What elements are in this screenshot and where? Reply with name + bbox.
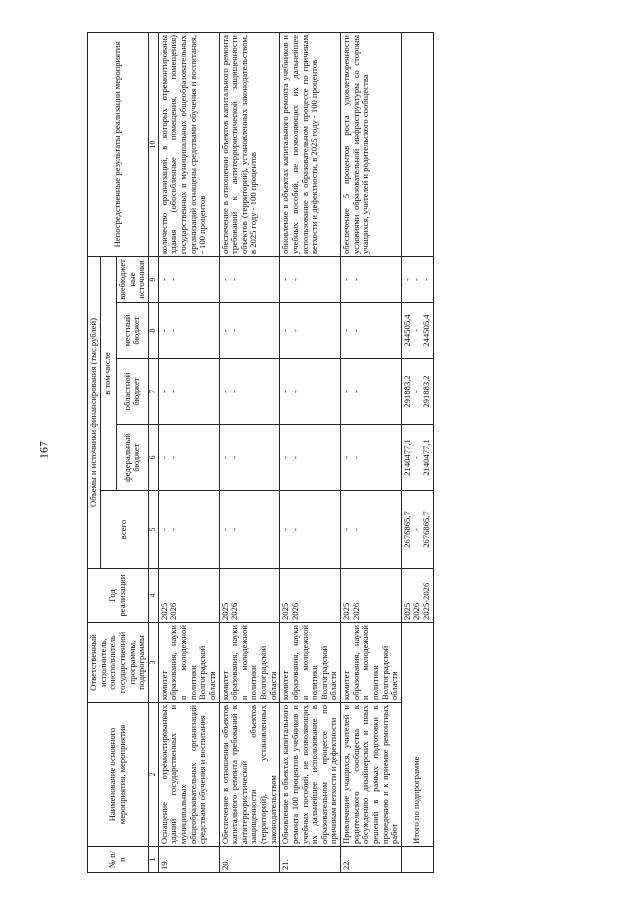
header-local: местный бюджет [116,303,148,359]
row-federal: - - [280,425,341,491]
row-local: - - [341,303,402,359]
row-name: Оснащение отремонтированных зданий государственных и муниципальных общеобразовательных организаций средствами обучения и воспитания [158,703,219,847]
row-extra: - - [280,256,341,302]
total-extra: - - - [401,256,433,302]
row-extra: - - [219,256,280,302]
row-result: обеспечение в отношении объектов капитального ремонта требований к антитеррористической защищенности объектов (территорий), установленных законодательством, в 2025 году - 100 процентов [219,32,280,256]
col-number: 4 [148,569,158,623]
header-regional: областной бюджет [116,359,148,425]
header-extra: внебюджетные источники [116,256,148,302]
header-name: Наименование основного мероприятия, мероприятия [88,703,149,847]
row-num: 22. [341,847,402,873]
col-number: 1 [148,847,158,873]
table-row [341,32,402,872]
row-responsible: комитет образования, науки и молодежной политики Волгоградской области [280,623,341,703]
col-number: 3 [148,623,158,703]
col-number: 10 [148,32,158,256]
header-federal: федеральный бюджет [116,425,148,491]
total-label: Итого по подпрограмме [401,623,433,847]
row-num: 20. [219,847,280,873]
header-year: Год реализации [88,569,149,623]
total-row [401,32,433,872]
total-years: 2025 2026 2025-2026 [401,569,433,623]
row-regional: - - [158,359,219,425]
row-federal: - - [219,425,280,491]
row-responsible: комитет образования, науки и молодежной политики Волгоградской области [158,623,219,703]
row-federal: - - [341,425,402,491]
row-name: Обеспечение в отношении объектов капитального ремонта требований к антитеррористической защищенности объектов (территорий), установленных законодательством [219,703,280,847]
total-total: 2676865,7 - 2676865,7 [401,491,433,569]
row-local: - - [280,303,341,359]
row-regional: - - [219,359,280,425]
rotated-table-container [87,33,619,873]
table-row [280,32,341,872]
page-number: 167 [36,441,51,459]
row-name: Привлечение учащихся, учителей и родительского сообщества к обсуждению дизайнерских и иных решений в рамках подготовки к проведению и к приемке ремонтных работ [341,703,402,847]
row-num: 21. [280,847,341,873]
header-total: всего [100,491,148,569]
total-local: 244505,4 - 244505,4 [401,303,433,359]
row-total: - - [280,491,341,569]
row-local: - - [158,303,219,359]
row-name: Обновление в объектах капитального ремонта 100 процентов учебников и учебных пособий, не позволяющих их дальнейшее использование в образовательном процессе по причинам ветхости и дефектности [280,703,341,847]
row-total: - - [341,491,402,569]
row-extra: - - [341,256,402,302]
row-federal: - - [158,425,219,491]
header-funding: Объемы и источники финансирования (тыс.рублей) [88,256,101,568]
total-regional: 291883,2 - 291883,2 [401,359,433,425]
table-row [158,32,219,872]
col-number: 8 [148,303,158,359]
row-years: 2025 2026 [341,569,402,623]
column-numbers-row [148,32,158,872]
row-total: - - [158,491,219,569]
header-responsible: Ответственный исполнитель, соисполнитель государственной программы, подпрограммы [88,623,149,703]
row-total: - - [219,491,280,569]
header-results: Непосредственные результаты реализации мероприятия [88,32,149,256]
row-years: 2025 2026 [219,569,280,623]
row-years: 2025 2026 [280,569,341,623]
row-regional: - - [341,359,402,425]
col-number: 6 [148,425,158,491]
header-row-1 [88,32,101,872]
row-result: обеспечение 5 процентов роста удовлетворенности условиями образовательной инфраструктуры со стороны учащихся, учителей и родительского сообщества [341,32,402,256]
row-responsible: комитет образования, науки и молодежной политики Волгоградской области [341,623,402,703]
row-responsible: комитет образования, науки и молодежной политики Волгоградской области [219,623,280,703]
header-including: в том числе [100,256,116,490]
row-extra: - - [158,256,219,302]
col-number: 9 [148,256,158,302]
program-activities-table [87,32,434,873]
col-number: 5 [148,491,158,569]
row-result: количество организаций, в которых отремонтированы здания (обособленные помещения, помещения) государственных и муниципальных общеобразовательных организаций оснащены средствами обучения и воспитания, - 100 процентов [158,32,219,256]
row-years: 2025 2026 [158,569,219,623]
row-result: обновление в объектах капитального ремонта учебников и учебных пособий, не позволяющих их дальнейшее использование в образовательном процессе по причинам ветхости и дефектности, в 2025 году - 100 процентов [280,32,341,256]
total-federal: 2140477,1 - 2140477,1 [401,425,433,491]
header-num: № п/п [88,847,149,873]
table-row [219,32,280,872]
row-regional: - - [280,359,341,425]
col-number: 7 [148,359,158,425]
col-number: 2 [148,703,158,847]
row-num: 19. [158,847,219,873]
row-local: - - [219,303,280,359]
